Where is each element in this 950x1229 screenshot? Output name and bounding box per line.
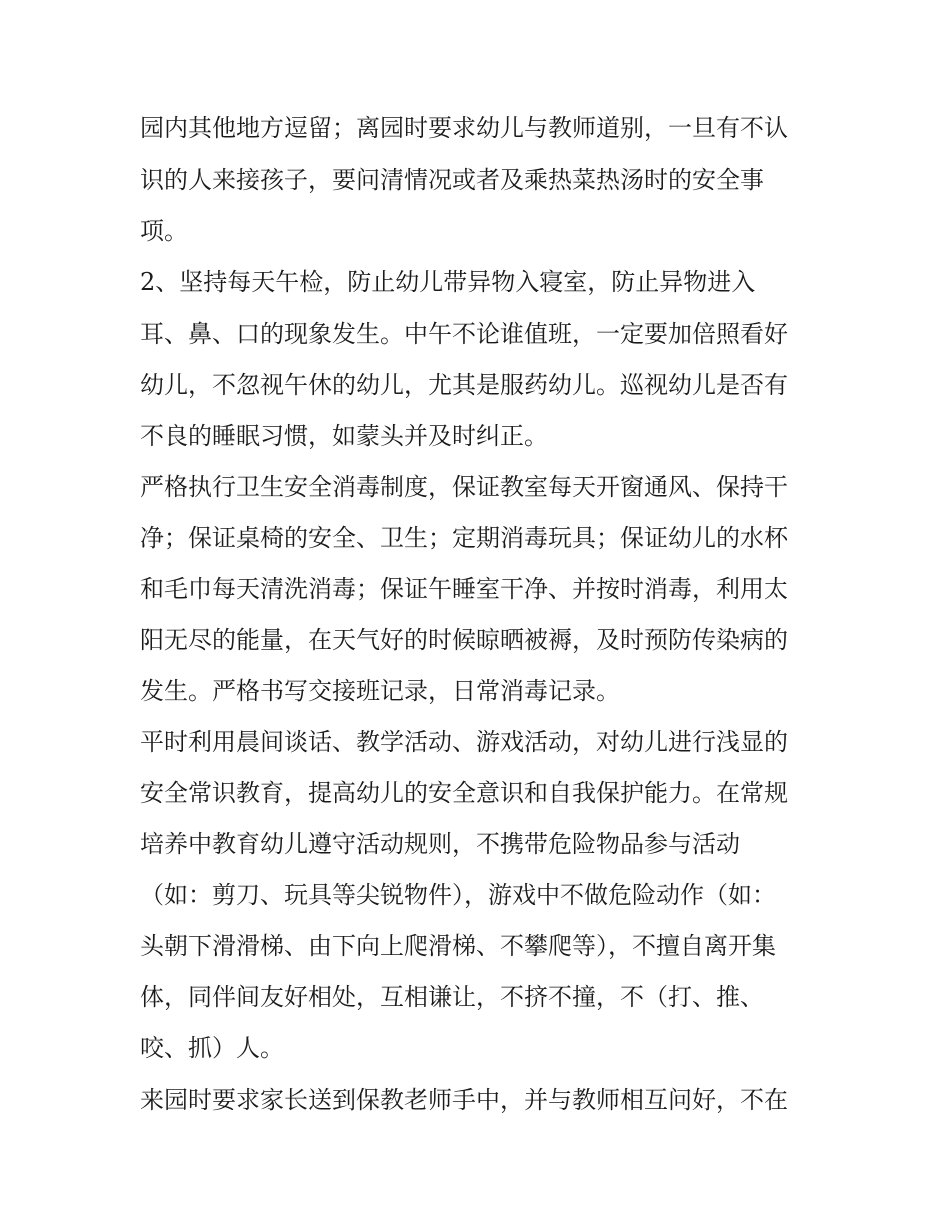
text-line: 严格执行卫生安全消毒制度，保证教室每天开窗通风、保持干 (140, 473, 788, 501)
text-line: 安全常识教育，提高幼儿的安全意识和自我保护能力。在常规 (140, 779, 788, 807)
text-line: 和毛巾每天清洗消毒；保证午睡室干净、并按时消毒，利用太 (140, 575, 788, 603)
text-line: 净；保证桌椅的安全、卫生；定期消毒玩具；保证幼儿的水杯 (140, 524, 788, 552)
text-line: 耳、鼻、口的现象发生。中午不论谁值班，一定要加倍照看好 (140, 320, 788, 348)
text-line: 来园时要求家长送到保教老师手中，并与教师相互问好，不在 (140, 1086, 788, 1114)
text-line: 识的人来接孩子，要问清情况或者及乘热菜热汤时的安全事 (140, 166, 764, 194)
text-line: 培养中教育幼儿遵守活动规则，不携带危险物品参与活动 (140, 830, 740, 858)
text-line: 项。 (140, 217, 188, 245)
text-line: 不良的睡眠习惯，如蒙头并及时纠正。 (140, 422, 548, 450)
text-line: 平时利用晨间谈话、教学活动、游戏活动，对幼儿进行浅显的 (140, 728, 788, 756)
text-line: 阳无尽的能量，在天气好的时候晾晒被褥，及时预防传染病的 (140, 626, 788, 654)
text-line: 2、坚持每天午检，防止幼儿带异物入寝室，防止异物进入 (140, 268, 756, 296)
text-line: 头朝下滑滑梯、由下向上爬滑梯、不攀爬等），不擅自离开集 (140, 932, 776, 960)
text-line: 幼儿，不忽视午休的幼儿，尤其是服药幼儿。巡视幼儿是否有 (140, 371, 788, 399)
text-line: 体，同伴间友好相处，互相谦让，不挤不撞，不（打、推、 (140, 983, 764, 1011)
text-line: （如：剪刀、玩具等尖锐物件），游戏中不做危险动作（如： (140, 881, 776, 909)
text-line: 园内其他地方逗留；离园时要求幼儿与教师道别，一旦有不认 (140, 114, 788, 142)
text-line: 咬、抓）人。 (140, 1034, 284, 1062)
text-line: 发生。严格书写交接班记录，日常消毒记录。 (140, 677, 620, 705)
